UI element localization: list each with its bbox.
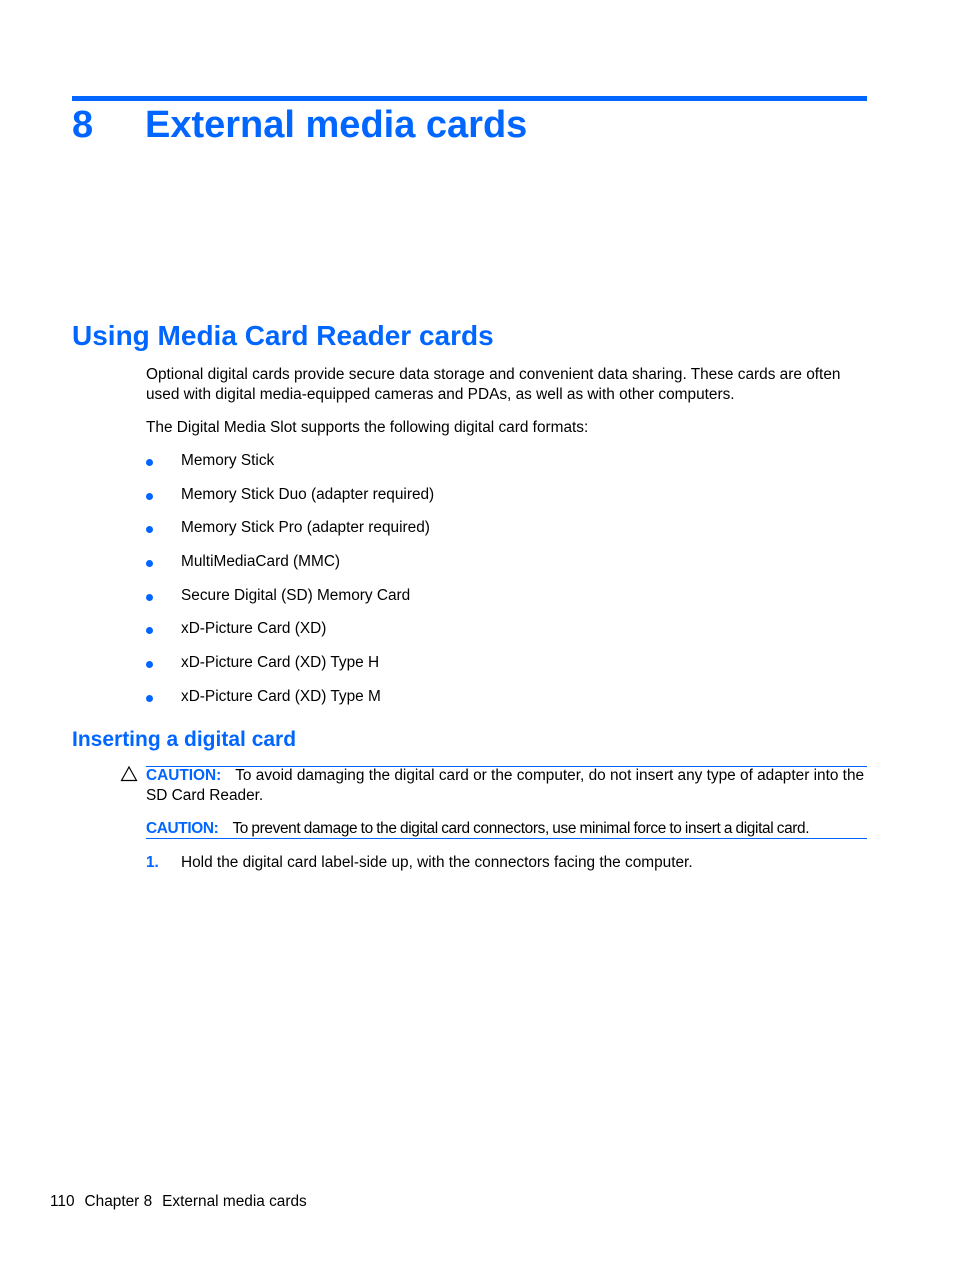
bullet-icon [146, 526, 153, 533]
bullet-icon [146, 627, 153, 634]
bullet-icon [146, 459, 153, 466]
list-item-text: Memory Stick [181, 452, 275, 469]
warning-triangle-icon [120, 765, 138, 783]
footer-chapter-title: External media cards [162, 1193, 307, 1210]
caution-text: To avoid damaging the digital card or the computer, do not insert any type of adapter into the SD Card Reader. [146, 767, 865, 804]
chapter-rule [72, 96, 867, 101]
bullet-icon [146, 594, 153, 601]
step-text: Hold the digital card label-side up, with the connectors facing the computer. [181, 854, 693, 871]
page-number: 110 [50, 1193, 75, 1210]
list-item-text: Secure Digital (SD) Memory Card [181, 586, 411, 604]
list-item-text: Memory Stick Pro (adapter required) [181, 519, 430, 537]
chapter-number: 8 [72, 104, 94, 146]
list-item-text: xD-Picture Card (XD) [181, 620, 327, 638]
caution-note-adapter [146, 766, 868, 806]
caution-label: CAUTION: [146, 820, 219, 837]
bullet-icon [146, 560, 153, 567]
formats-lead-paragraph: The Digital Media Slot supports the following digital card formats: [146, 419, 589, 436]
step-number: 1. [146, 854, 159, 871]
list-item-text: xD-Picture Card (XD) Type M [181, 687, 381, 705]
chapter-title: External media cards [145, 104, 528, 146]
subsection-title: Inserting a digital card [72, 728, 297, 751]
bullet-icon [146, 661, 153, 668]
list-item-text: Memory Stick Duo (adapter required) [181, 485, 435, 503]
bullet-icon [146, 493, 153, 500]
chapter-heading [72, 102, 527, 148]
caution-text: To prevent damage to the digital card connectors, use minimal force to insert a digital card. [232, 820, 810, 837]
intro-paragraph: Optional digital cards provide secure data storage and convenient data sharing. These cards are often used with digital media-equipped cameras and PDAs, as well as with other computers. [146, 366, 841, 403]
list-item-text: MultiMediaCard (MMC) [181, 553, 341, 571]
footer-chapter-label: Chapter 8 [84, 1193, 153, 1210]
caution-bottom-rule [146, 838, 867, 839]
caution-note-force [146, 819, 868, 839]
bullet-icon [146, 695, 153, 702]
section-title: Using Media Card Reader cards [72, 320, 494, 351]
list-item-text: xD-Picture Card (XD) Type H [181, 654, 380, 672]
page-footer [50, 1192, 307, 1212]
caution-label: CAUTION: [146, 767, 222, 784]
